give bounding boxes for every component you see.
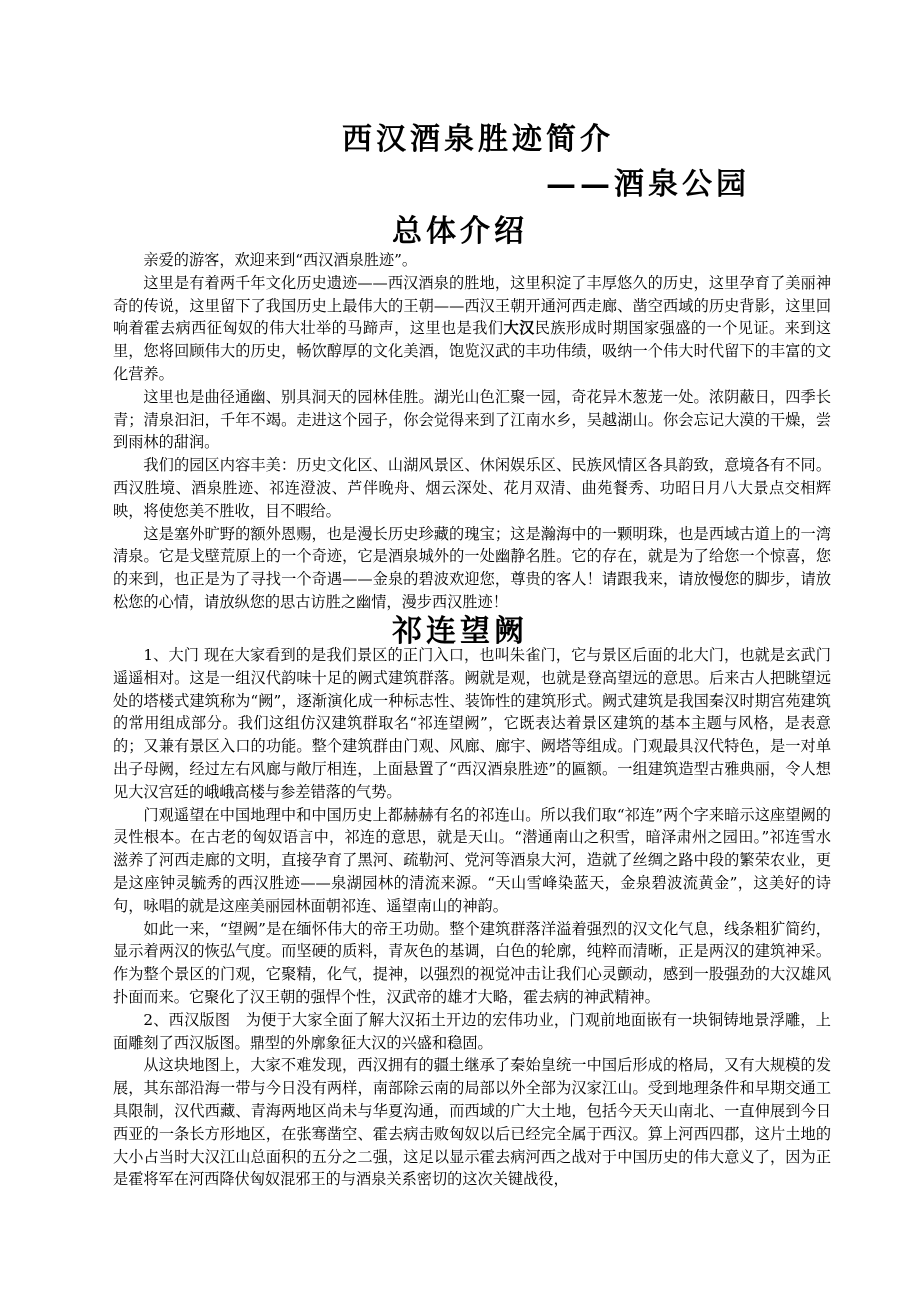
paragraph: 如此一来，“望阙”是在缅怀伟大的帝王功勋。整个建筑群落洋溢着强烈的汉文化气息，线条粗犷简约，显示着两汉的恢弘气度。而坚硬的质料，青灰色的基调，白色的轮廓，纯粹而清晰，正是两汉的建筑神采。作为整个景区的门观，它聚精，化气，提神，以强烈的视觉冲击让我们心灵颤动，感到一股强劲的大汉雄风扑面而来。它聚化了汉王朝的强悍个性，汉武帝的雄才大略，霍去病的神武精神。	[113, 919, 831, 1006]
document-subtitle: ——酒泉公园	[546, 167, 750, 202]
section-heading-qilian: 祁连望阙	[392, 614, 528, 649]
paragraph: 这是塞外旷野的额外恩赐，也是漫长历史珍藏的瑰宝；这是瀚海中的一颗明珠，也是西域古道上的一湾清泉。它是戈壁荒原上的一个奇迹，它是酒泉城外的一处幽静名胜。它的存在，就是为了给您一个惊喜，您的来到，也正是为了寻找一个奇遇——金泉的碧波欢迎您，尊贵的客人！请跟我来，请放慢您的脚步，请放松您的心情，请放纵您的思古访胜之幽情，漫步西汉胜迹！	[113, 524, 831, 611]
paragraph: 从这块地图上，大家不难发现，西汉拥有的疆土继承了秦始皇统一中国后形成的格局，又有大规模的发展，其东部沿海一带与今日没有两样，南部除云南的局部以外全部为汉家江山。受到地理条件和早期交通工具限制，汉代西藏、青海两地区尚未与华夏沟通，而西域的广大土地，包括今天天山南北、一直伸展到今日西亚的一条长方形地区，在张骞凿空、霍去病击败匈奴以后已经完全属于西汉。算上河西四郡，这片土地的大小占当时大汉江山总面积的五分之二强，这足以显示霍去病河西之战对于中国历史的伟大意义了，因为正是霍将军在河西降伏匈奴混邪王的与酒泉关系密切的这次关键战役，	[113, 1056, 831, 1189]
bold-emphasis: 大汉	[503, 319, 535, 338]
paragraph: 1、大门 现在大家看到的是我们景区的正门入口，也叫朱雀门，它与景区后面的北大门，也就是玄武门遥遥相对。这是一组汉代韵味十足的阙式建筑群落。阙就是观，也就是登高望远的意思。后来古人把眺望远处的塔楼式建筑称为“阙”，逐渐演化成一种标志性、装饰性的建筑形式。阙式建筑是我国秦汉时期宫苑建筑的常用组成部分。我们这组仿汉建筑群取名“祁连望阙”，它既表达着景区建筑的基本主题与风格，是表意的；又兼有景区入口的功能。整个建筑群由门观、风廊、廊宇、阙塔等组成。门观最具汉代特色，是一对单出子母阙，经过左右风廊与敞厅相连，上面悬置了“西汉酒泉胜迹”的匾额。一组建筑造型古雅典丽，令人想见大汉宫廷的峨峨高楼与参差错落的气势。	[113, 646, 831, 801]
paragraph: 亲爱的游客，欢迎来到“西汉酒泉胜迹”。	[143, 251, 418, 269]
paragraph: 门观遥望在中国地理中和中国历史上都赫赫有名的祁连山。所以我们取“祁连”两个字来暗示这座望阙的灵性根本。在古老的匈奴语言中，祁连的意思，就是天山。“潜通南山之积雪，暗泽肃州之园田。”祁连雪水滋养了河西走廊的文明，直接孕育了黑河、疏勒河、党河等酒泉大河，造就了丝绸之路中段的繁荣农业，更是这座钟灵毓秀的西汉胜迹——泉湖园林的清流来源。“天山雪峰染蓝天，金泉碧波流黄金”，这美好的诗句，咏唱的就是这座美丽园林面朝祁连、遥望南山的神韵。	[113, 805, 831, 915]
section-qilian-body	[113, 644, 831, 1191]
paragraph: 2、西汉版图 为便于大家全面了解大汉拓土开边的宏伟功业，门观前地面嵌有一块铜铸地景浮雕，上面雕刻了西汉版图。鼎型的外廓象征大汉的兴盛和稳固。	[113, 1010, 831, 1052]
document-title: 西汉酒泉胜迹简介	[342, 122, 614, 157]
paragraph: 这里是有着两千年文化历史遗迹——西汉酒泉的胜地，这里积淀了丰厚悠久的历史，这里孕育了美丽神奇的传说，这里留下了我国历史上最伟大的王朝——西汉王朝开通河西走廊、凿空西域的历史背影，这里回响着霍去病西征匈奴的伟大壮举的马蹄声，这里也是我们大汉民族形成时期国家强盛的一个见证。来到这里，您将回顾伟大的历史，畅饮醇厚的文化美酒，饱览汉武的丰功伟绩，吸纳一个伟大时代留下的丰富的文化营养。	[113, 273, 832, 383]
section-overview-body	[113, 249, 831, 614]
paragraph: 我们的园区内容丰美：历史文化区、山湖风景区、休闲娱乐区、民族风情区各具韵致，意境各有不同。西汉胜境、酒泉胜迹、祁连澄波、芦伴晚舟、烟云深处、花月双清、曲苑餐秀、功昭日月八大景点交相辉映，将使您美不胜收，目不暇给。	[113, 456, 831, 520]
paragraph: 这里也是曲径通幽、别具洞天的园林佳胜。湖光山色汇聚一园，奇花异木葱茏一处。浓阴蔽日，四季长青；清泉汩汩，千年不竭。走进这个园子，你会觉得来到了江南水乡，吴越湖山。你会忘记大漠的干燥，尝到雨林的甜润。	[113, 387, 831, 452]
section-heading-overview: 总体介绍	[392, 214, 528, 249]
